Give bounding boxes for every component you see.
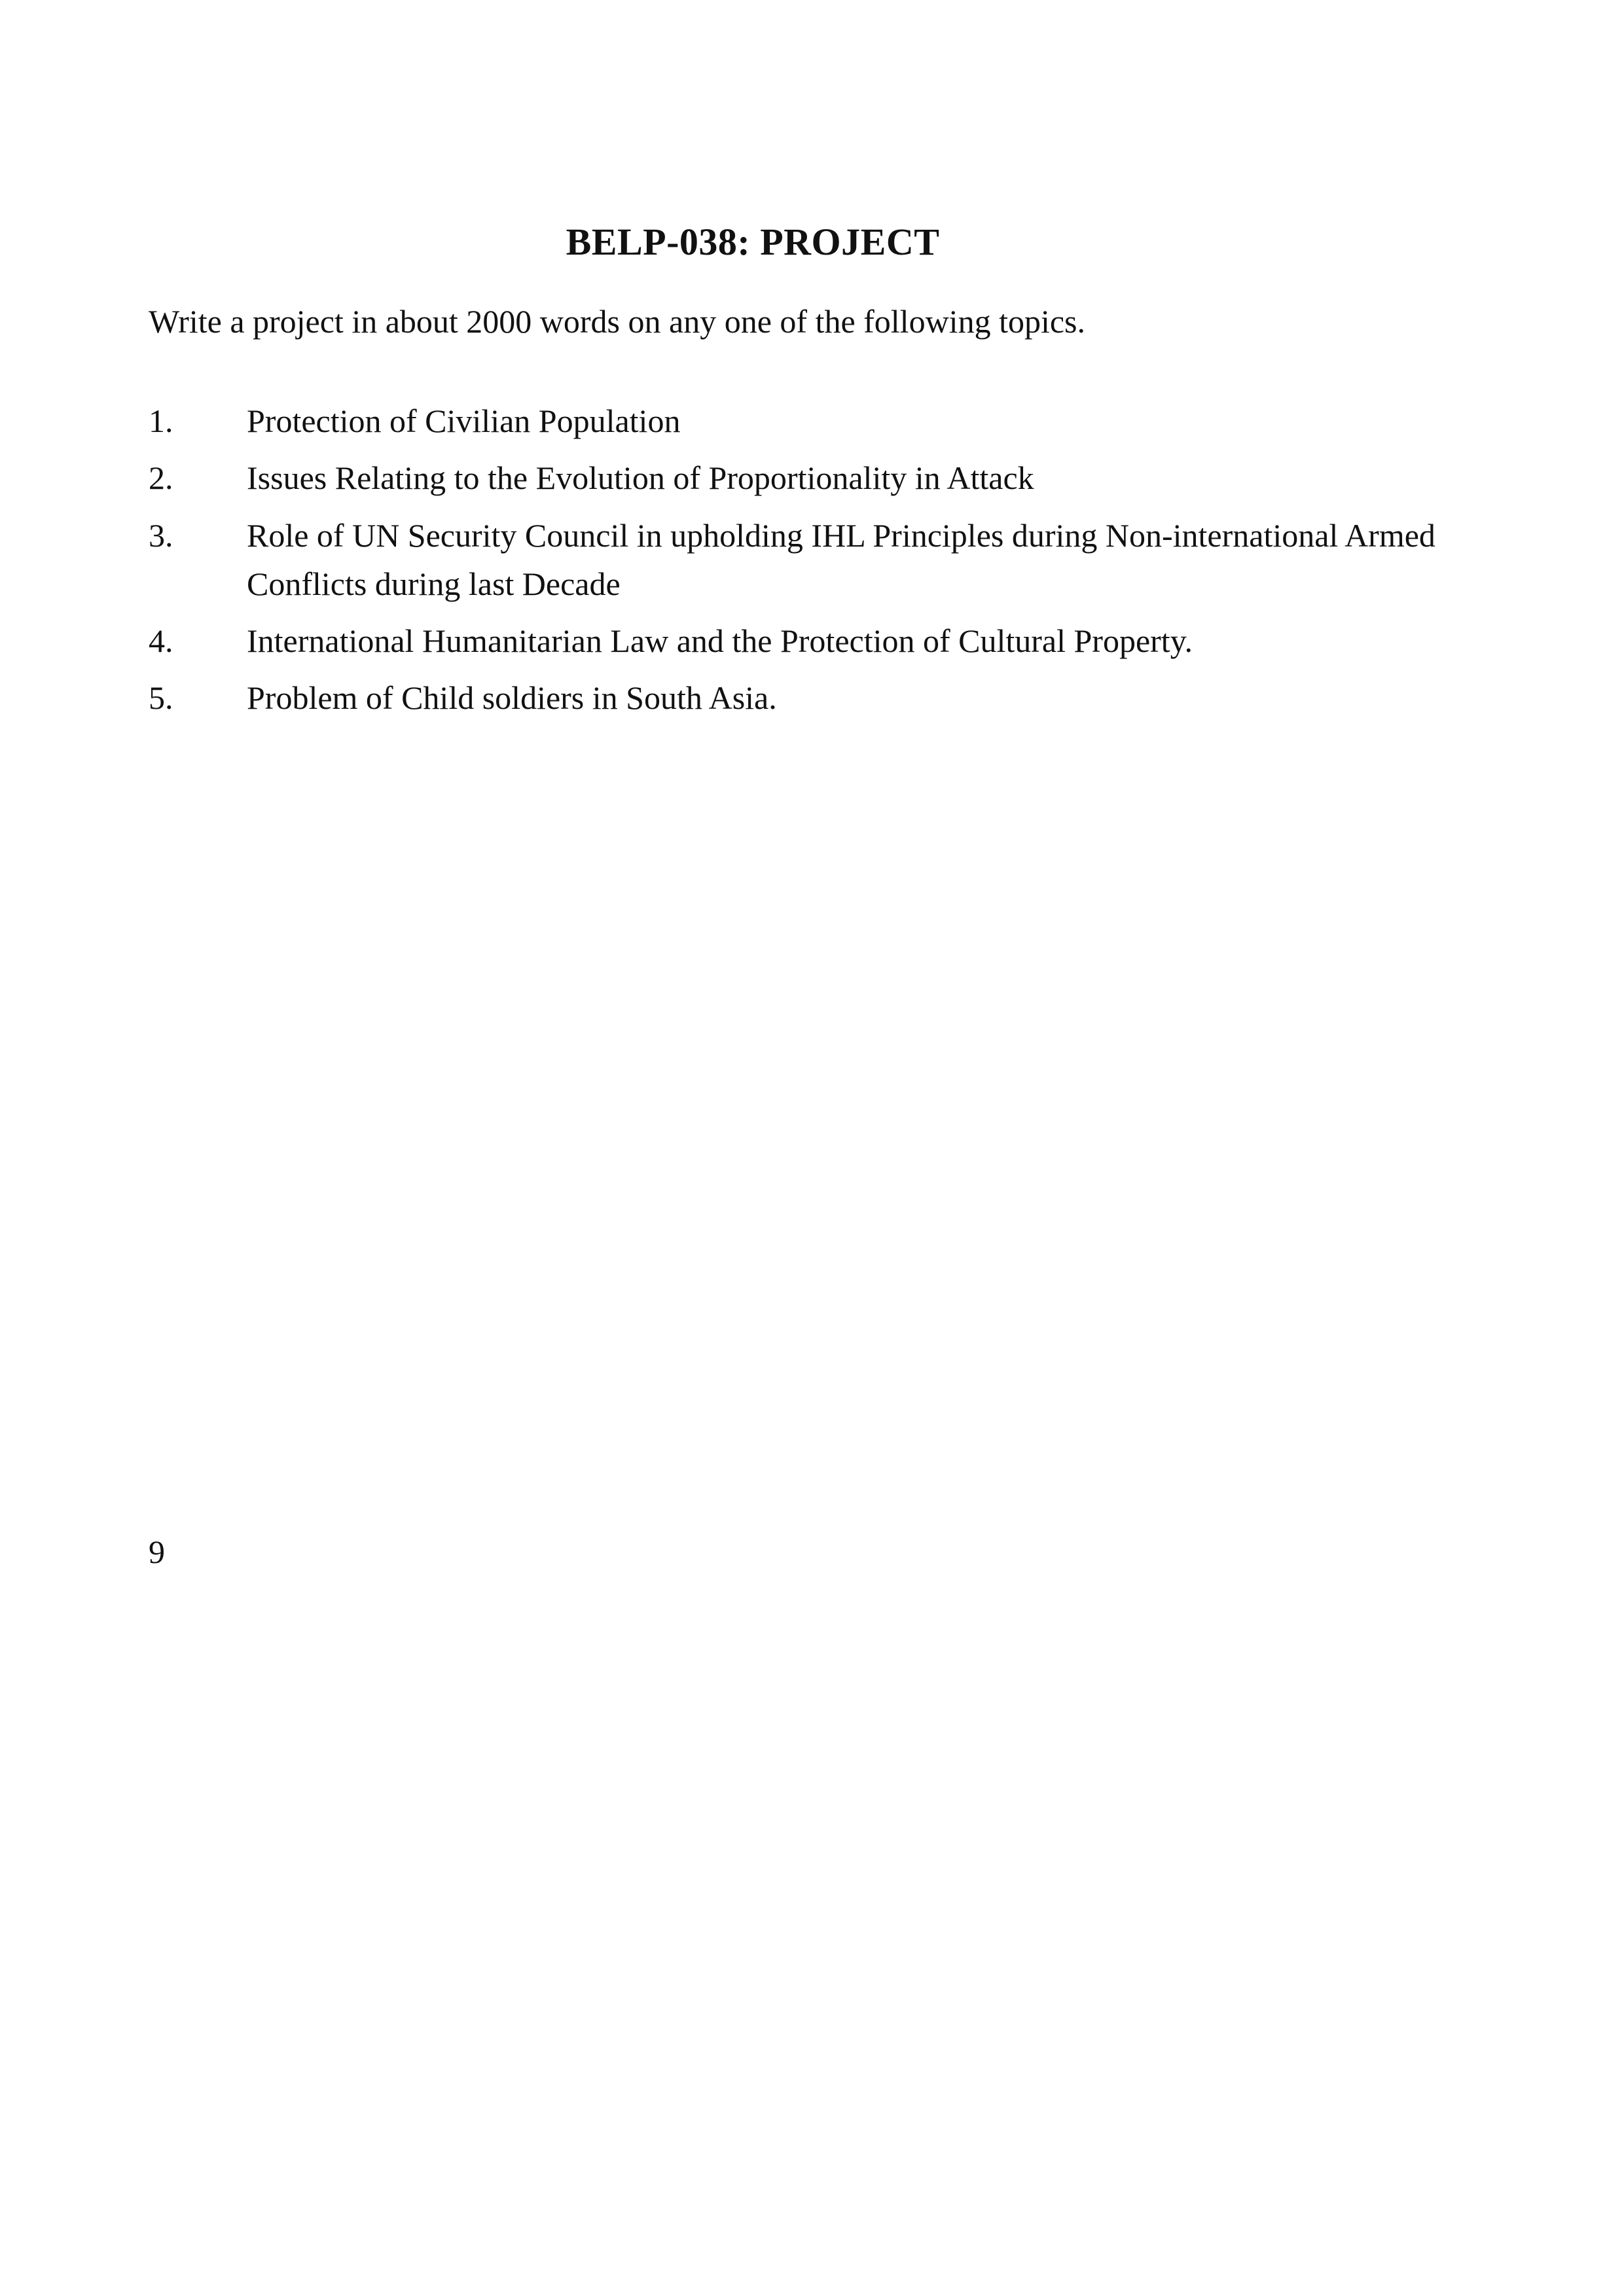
- list-item-text: Problem of Child soldiers in South Asia.: [247, 679, 777, 716]
- list-item-number: 5.: [149, 679, 173, 716]
- intro-text: Write a project in about 2000 words on any one of the following topics.: [149, 303, 1086, 340]
- list-item: [149, 397, 1497, 445]
- page-title: BELP-038: PROJECT: [566, 221, 940, 263]
- list-item-text: Issues Relating to the Evolution of Proportionality in Attack: [247, 459, 1034, 496]
- list-item: [149, 617, 1497, 665]
- list-item: [149, 673, 1497, 722]
- list-item-text: Role of UN Security Council in upholding IHL Principles during Non-international Armed Conflicts during last Decade: [247, 517, 1435, 602]
- list-item-number: 2.: [149, 459, 173, 496]
- list-item-number: 3.: [149, 517, 173, 554]
- page-number: 9: [149, 1534, 165, 1570]
- topic-list: [149, 397, 1497, 730]
- list-item: [149, 511, 1497, 608]
- list-item-number: 4.: [149, 622, 173, 659]
- list-item: [149, 454, 1497, 502]
- list-item-text: Protection of Civilian Population: [247, 403, 681, 439]
- list-item-number: 1.: [149, 403, 173, 439]
- list-item-text: International Humanitarian Law and the Protection of Cultural Property.: [247, 622, 1193, 659]
